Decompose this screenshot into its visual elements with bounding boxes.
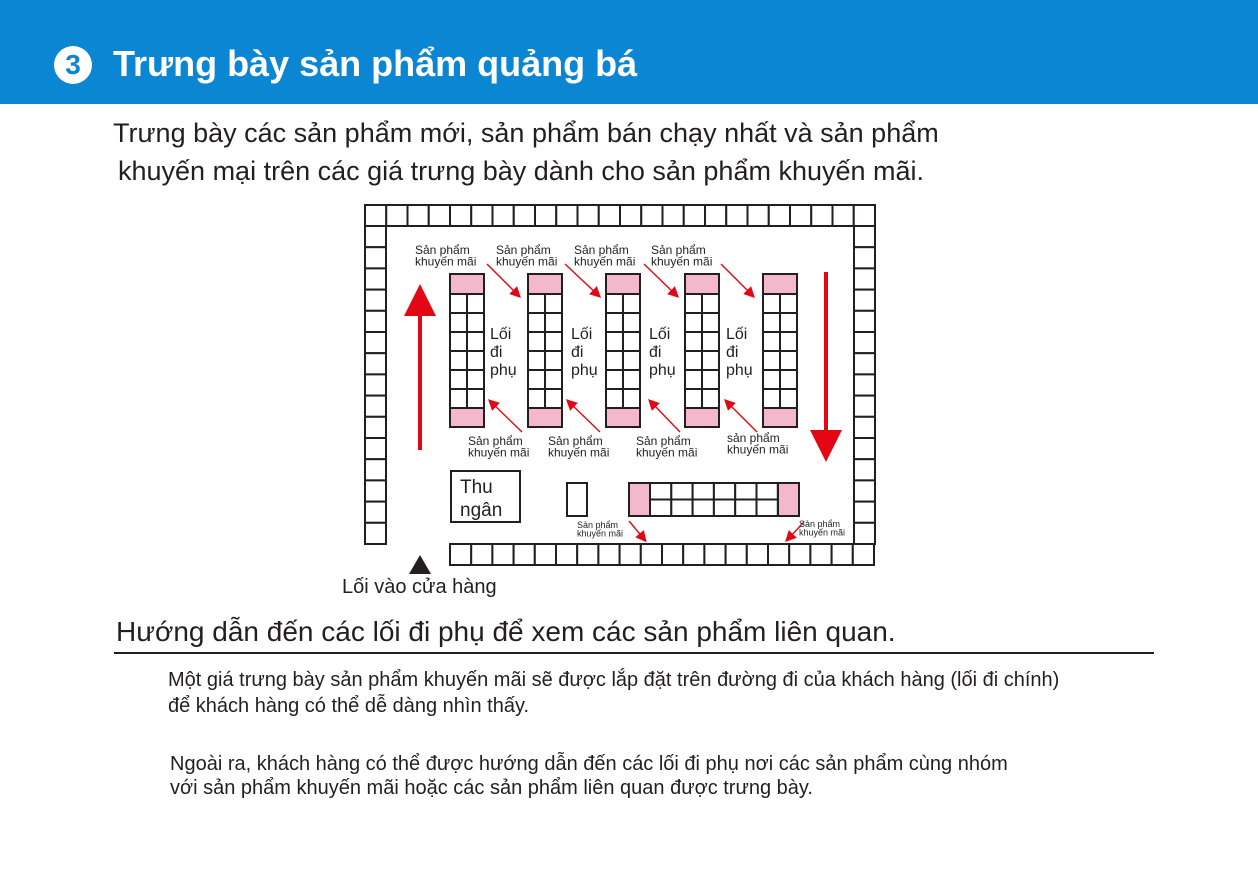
wall-cell bbox=[598, 544, 619, 565]
shelf-cell bbox=[685, 332, 702, 351]
wall-cell bbox=[620, 544, 641, 565]
wall-cell bbox=[854, 268, 875, 289]
shelf-end-left bbox=[629, 483, 650, 516]
shelf-cell bbox=[450, 294, 467, 313]
wall-cell bbox=[471, 205, 492, 226]
wall-cell bbox=[365, 374, 386, 395]
shelf-cell bbox=[467, 313, 484, 332]
promo-label-line1: Sản phẩm bbox=[415, 243, 470, 257]
promo-pointer-arrow bbox=[569, 402, 600, 432]
shelf-cell bbox=[671, 483, 692, 500]
promo-label-line2: khuyến mãi bbox=[468, 445, 530, 460]
wall-cell bbox=[365, 311, 386, 332]
wall-cell bbox=[365, 268, 386, 289]
shelf-cell bbox=[702, 351, 719, 370]
wall-cell bbox=[683, 544, 704, 565]
shelf-cell bbox=[780, 370, 797, 389]
promo-label-line2: khuyến mãi bbox=[727, 442, 789, 457]
wall-cell bbox=[641, 544, 662, 565]
entrance-icon bbox=[409, 555, 431, 574]
shelf-cell bbox=[623, 294, 640, 313]
shelf-cell bbox=[685, 313, 702, 332]
promo-pointer-arrow bbox=[644, 264, 676, 295]
wall-cell bbox=[833, 205, 854, 226]
wall-cell bbox=[790, 205, 811, 226]
para2-line1: Ngoài ra, khách hàng có thể được hướng dẫn đến các lối đi phụ nơi các sản phẩm cùng nhóm bbox=[170, 753, 1008, 775]
wall-cell bbox=[450, 205, 471, 226]
wall-cell bbox=[577, 544, 598, 565]
aisle-label: đi bbox=[490, 344, 503, 361]
promo-label-line1: Sản phẩm bbox=[799, 519, 841, 529]
aisle-label: phụ bbox=[726, 362, 753, 379]
wall-cell bbox=[854, 480, 875, 501]
shelf-cell bbox=[693, 483, 714, 500]
promo-label-line2: khuyến mãi bbox=[548, 445, 610, 460]
shelf-end-top bbox=[528, 274, 562, 294]
shelf-cell bbox=[450, 332, 467, 351]
promo-pointer-arrow bbox=[629, 521, 644, 539]
shelf-cell bbox=[650, 483, 671, 500]
shelf-cell bbox=[685, 294, 702, 313]
aisle-label: Lối bbox=[726, 326, 748, 343]
shelf-cell bbox=[545, 370, 562, 389]
shelf-cell bbox=[671, 500, 692, 517]
wall-cell bbox=[748, 205, 769, 226]
wall-cell bbox=[535, 544, 556, 565]
shelf-cell bbox=[763, 351, 780, 370]
shelf-cell bbox=[450, 370, 467, 389]
shelf-cell bbox=[702, 313, 719, 332]
wall-cell bbox=[493, 205, 514, 226]
shelf-cell bbox=[528, 332, 545, 351]
aisle-label: đi bbox=[649, 344, 662, 361]
shelf-cell bbox=[650, 500, 671, 517]
promo-label-line1: Sản phẩm bbox=[577, 520, 619, 530]
shelf-cell bbox=[780, 332, 797, 351]
wall-cell bbox=[492, 544, 513, 565]
promo-label-line2: khuyến mãi bbox=[496, 254, 558, 269]
shelf-cell bbox=[780, 351, 797, 370]
wall-cell bbox=[854, 353, 875, 374]
wall-cell bbox=[365, 502, 386, 523]
shelf-cell bbox=[545, 351, 562, 370]
shelf-cell bbox=[693, 500, 714, 517]
promo-pointer-arrow bbox=[491, 402, 522, 432]
shelf-cell bbox=[763, 332, 780, 351]
shelf-cell bbox=[528, 294, 545, 313]
wall-cell bbox=[471, 544, 492, 565]
shelf-cell bbox=[606, 294, 623, 313]
wall-cell bbox=[705, 205, 726, 226]
wall-cell bbox=[514, 544, 535, 565]
counter-box bbox=[567, 483, 587, 516]
wall-cell bbox=[684, 205, 705, 226]
aisle-label: đi bbox=[726, 344, 739, 361]
promo-pointer-arrow bbox=[721, 264, 752, 295]
shelf-cell bbox=[623, 313, 640, 332]
wall-cell bbox=[365, 396, 386, 417]
promo-pointer-arrow bbox=[651, 402, 680, 432]
shelf-cell bbox=[528, 351, 545, 370]
wall-cell bbox=[854, 396, 875, 417]
shelf-cell bbox=[623, 389, 640, 408]
promo-label-line2: khuyến mãi bbox=[799, 527, 846, 538]
wall-cell bbox=[769, 205, 790, 226]
shelf-cell bbox=[763, 313, 780, 332]
shelf-cell bbox=[735, 483, 756, 500]
wall-cell bbox=[854, 205, 875, 226]
wall-cell bbox=[386, 205, 407, 226]
promo-pointer-arrow bbox=[727, 402, 757, 432]
promo-label-line2: khuyến mãi bbox=[636, 445, 698, 460]
shelf-end-bottom bbox=[685, 408, 719, 427]
shelf-cell bbox=[735, 500, 756, 517]
shelf-end-bottom bbox=[528, 408, 562, 427]
wall-cell bbox=[853, 544, 874, 565]
shelf-cell bbox=[780, 294, 797, 313]
promo-label-line1: Sản phẩm bbox=[651, 243, 706, 257]
wall-cell bbox=[620, 205, 641, 226]
aisle-label: Lối bbox=[649, 326, 671, 343]
aisle-label: Lối bbox=[571, 326, 593, 343]
wall-cell bbox=[854, 247, 875, 268]
wall-cell bbox=[810, 544, 831, 565]
wall-cell bbox=[535, 205, 556, 226]
section-number-badge: 3 bbox=[54, 46, 92, 84]
shelf-cell bbox=[528, 389, 545, 408]
para2-line2: với sản phẩm khuyến mãi hoặc các sản phẩm liên quan được trưng bày. bbox=[170, 777, 813, 799]
shelf-cell bbox=[467, 370, 484, 389]
wall-cell bbox=[662, 544, 683, 565]
shelf-end-top bbox=[606, 274, 640, 294]
wall-cell bbox=[365, 459, 386, 480]
shelf-cell bbox=[545, 313, 562, 332]
shelf-cell bbox=[467, 389, 484, 408]
shelf-cell bbox=[467, 351, 484, 370]
wall-cell bbox=[408, 205, 429, 226]
wall-cell bbox=[726, 544, 747, 565]
entrance-label: Lối vào cửa hàng bbox=[342, 576, 497, 598]
wall-cell bbox=[811, 205, 832, 226]
wall-cell bbox=[768, 544, 789, 565]
shelf-end-bottom bbox=[450, 408, 484, 427]
aisle-label: phụ bbox=[490, 362, 517, 379]
wall-cell bbox=[663, 205, 684, 226]
promo-pointer-arrow bbox=[487, 264, 518, 295]
shelf-end-bottom bbox=[606, 408, 640, 427]
wall-cell bbox=[854, 523, 875, 544]
cashier-label: ngân bbox=[460, 500, 503, 521]
aisle-label: phụ bbox=[649, 362, 676, 379]
wall-cell bbox=[365, 332, 386, 353]
intro-line-1: Trưng bày các sản phẩm mới, sản phẩm bán chạy nhất và sản phẩm bbox=[113, 118, 939, 148]
shelf-cell bbox=[467, 332, 484, 351]
shelf-cell bbox=[685, 370, 702, 389]
shelf-end-bottom bbox=[763, 408, 797, 427]
shelf-cell bbox=[450, 313, 467, 332]
promo-label-line1: Sản phẩm bbox=[548, 434, 603, 448]
wall-cell bbox=[429, 205, 450, 226]
shelf-cell bbox=[702, 370, 719, 389]
shelf-cell bbox=[780, 389, 797, 408]
promo-label-line2: khuyến mãi bbox=[577, 528, 624, 539]
page-title: Trưng bày sản phẩm quảng bá bbox=[113, 43, 638, 84]
wall-cell bbox=[365, 353, 386, 374]
wall-cell bbox=[514, 205, 535, 226]
wall-cell bbox=[365, 290, 386, 311]
shelf-cell bbox=[623, 351, 640, 370]
shelf-cell bbox=[623, 332, 640, 351]
wall-cell bbox=[854, 374, 875, 395]
promo-label-line1: Sản phẩm bbox=[468, 434, 523, 448]
wall-cell bbox=[854, 290, 875, 311]
shelf-cell bbox=[757, 483, 778, 500]
aisle-label: Lối bbox=[490, 326, 512, 343]
promo-label-line2: khuyến mãi bbox=[651, 254, 713, 269]
shelf-cell bbox=[528, 313, 545, 332]
wall-cell bbox=[365, 417, 386, 438]
promo-label-line2: khuyến mãi bbox=[574, 254, 636, 269]
wall-cell bbox=[747, 544, 768, 565]
cashier-label: Thu bbox=[460, 477, 493, 498]
wall-cell bbox=[641, 205, 662, 226]
shelf-cell bbox=[763, 370, 780, 389]
wall-cell bbox=[854, 502, 875, 523]
shelf-cell bbox=[780, 313, 797, 332]
wall-cell bbox=[854, 311, 875, 332]
wall-cell bbox=[854, 417, 875, 438]
wall-cell bbox=[704, 544, 725, 565]
shelf-cell bbox=[450, 389, 467, 408]
wall-cell bbox=[365, 523, 386, 544]
shelf-cell bbox=[606, 370, 623, 389]
wall-cell bbox=[450, 544, 471, 565]
aisle-label: đi bbox=[571, 344, 584, 361]
shelf-cell bbox=[623, 370, 640, 389]
shelf-cell bbox=[763, 294, 780, 313]
wall-cell bbox=[854, 226, 875, 247]
wall-cell bbox=[365, 205, 386, 226]
promo-label-line1: Sản phẩm bbox=[574, 243, 629, 257]
wall-cell bbox=[556, 544, 577, 565]
guide-heading: Hướng dẫn đến các lối đi phụ để xem các sản phẩm liên quan. bbox=[116, 616, 896, 647]
wall-cell bbox=[578, 205, 599, 226]
shelf-cell bbox=[702, 389, 719, 408]
shelf-cell bbox=[685, 351, 702, 370]
wall-cell bbox=[599, 205, 620, 226]
aisle-label: phụ bbox=[571, 362, 598, 379]
wall-cell bbox=[789, 544, 810, 565]
shelf-cell bbox=[545, 389, 562, 408]
wall-cell bbox=[556, 205, 577, 226]
promo-label-line1: Sản phẩm bbox=[636, 434, 691, 448]
shelf-end-top bbox=[450, 274, 484, 294]
wall-cell bbox=[854, 438, 875, 459]
shelf-cell bbox=[702, 294, 719, 313]
shelf-end-top bbox=[763, 274, 797, 294]
shelf-cell bbox=[763, 389, 780, 408]
shelf-end-right bbox=[778, 483, 799, 516]
intro-line-2: khuyến mại trên các giá trưng bày dành cho sản phẩm khuyến mãi. bbox=[118, 156, 925, 186]
para1-line2: để khách hàng có thể dễ dàng nhìn thấy. bbox=[168, 695, 530, 717]
shelf-cell bbox=[714, 500, 735, 517]
promo-pointer-arrow bbox=[565, 264, 598, 295]
wall-cell bbox=[365, 226, 386, 247]
wall-cell bbox=[365, 247, 386, 268]
shelf-cell bbox=[467, 294, 484, 313]
shelf-cell bbox=[528, 370, 545, 389]
wall-cell bbox=[365, 438, 386, 459]
wall-cell bbox=[726, 205, 747, 226]
wall-cell bbox=[832, 544, 853, 565]
shelf-cell bbox=[450, 351, 467, 370]
heading-underline bbox=[114, 652, 1154, 654]
promo-label-line1: Sản phẩm bbox=[496, 243, 551, 257]
shelf-cell bbox=[606, 351, 623, 370]
shelf-cell bbox=[606, 332, 623, 351]
shelf-cell bbox=[606, 389, 623, 408]
wall-cell bbox=[365, 480, 386, 501]
shelf-cell bbox=[757, 500, 778, 517]
shelf-cell bbox=[702, 332, 719, 351]
shelf-cell bbox=[685, 389, 702, 408]
shelf-end-top bbox=[685, 274, 719, 294]
wall-cell bbox=[854, 332, 875, 353]
shelf-cell bbox=[606, 313, 623, 332]
shelf-cell bbox=[545, 332, 562, 351]
shelf-cell bbox=[545, 294, 562, 313]
para1-line1: Một giá trưng bày sản phẩm khuyến mãi sẽ được lắp đặt trên đường đi của khách hàng (lối đi chính) bbox=[168, 669, 1060, 691]
promo-label-line1: sản phẩm bbox=[727, 431, 780, 445]
wall-cell bbox=[854, 459, 875, 480]
promo-label-line2: khuyến mãi bbox=[415, 254, 477, 269]
shelf-cell bbox=[714, 483, 735, 500]
